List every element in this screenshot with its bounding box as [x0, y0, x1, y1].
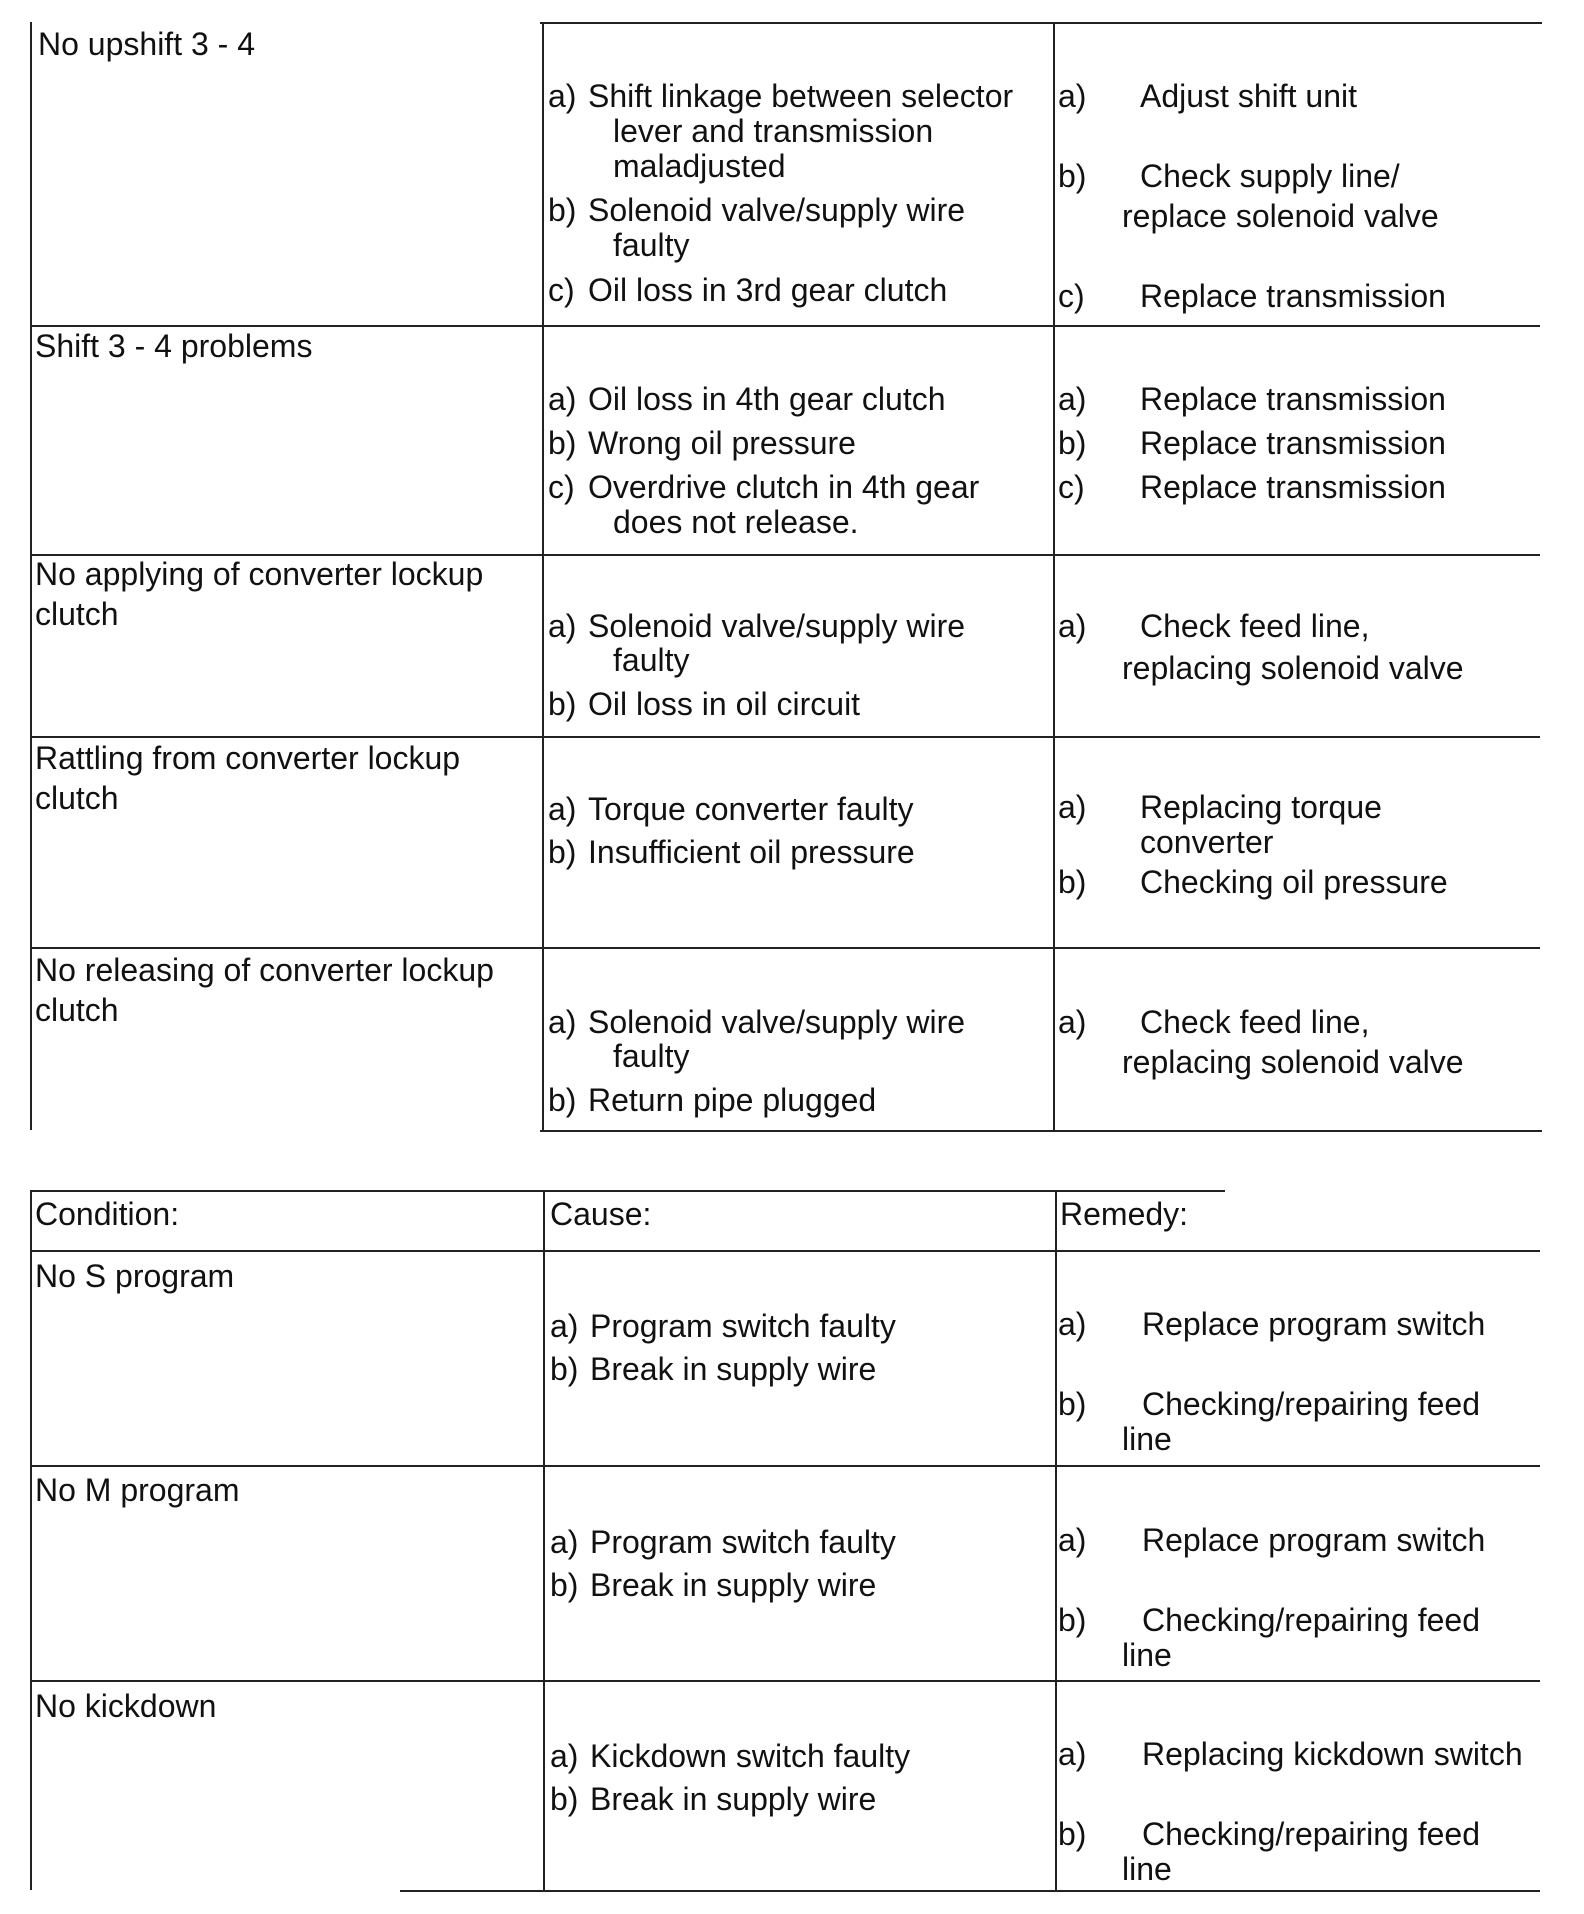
condition-text-continued: clutch — [35, 992, 119, 1028]
remedy-letter: a) — [1058, 608, 1087, 644]
cause-text: Program switch faulty — [590, 1308, 896, 1344]
remedy-text-continued: converter — [1140, 824, 1274, 860]
remedy-text: Check feed line, — [1140, 608, 1370, 644]
condition-text-continued: clutch — [35, 780, 119, 816]
column-divider — [30, 1190, 32, 1890]
column-divider — [30, 22, 32, 1130]
condition-text: No M program — [35, 1472, 240, 1508]
cause-text-continued: faulty — [613, 1038, 690, 1074]
cause-item — [548, 608, 965, 644]
cause-text: Torque converter faulty — [588, 791, 914, 827]
cause-text: Return pipe plugged — [588, 1082, 877, 1118]
condition-text: Shift 3 - 4 problems — [35, 328, 313, 364]
cause-letter: b) — [550, 1567, 579, 1603]
cause-letter: b) — [548, 192, 577, 228]
remedy-text: Adjust shift unit — [1140, 78, 1357, 114]
cause-letter: a) — [550, 1308, 579, 1344]
remedy-text: Replace transmission — [1140, 425, 1446, 461]
cause-text: Shift linkage between selector — [588, 78, 1014, 114]
remedy-letter: b) — [1058, 1816, 1087, 1852]
remedy-text: Replace program switch — [1142, 1306, 1486, 1342]
cause-item — [550, 1351, 876, 1387]
remedy-letter: a) — [1058, 789, 1087, 825]
column-divider — [1053, 22, 1055, 1130]
remedy-text-continued: line — [1122, 1637, 1172, 1673]
header-cause: Cause: — [550, 1196, 652, 1232]
remedy-letter: a) — [1058, 78, 1087, 114]
cause-item — [548, 78, 1013, 114]
cause-text: Solenoid valve/supply wire — [588, 192, 966, 228]
header-remedy: Remedy: — [1060, 1196, 1189, 1232]
cause-letter: a) — [550, 1524, 579, 1560]
column-divider — [542, 22, 544, 1130]
condition-text: No S program — [35, 1258, 235, 1294]
remedy-text: Check supply line/ — [1140, 158, 1400, 194]
cause-text: Kickdown switch faulty — [590, 1738, 911, 1774]
cause-text-continued: does not release. — [613, 504, 859, 540]
cause-item — [548, 1082, 876, 1118]
cause-text-continued: maladjusted — [613, 148, 786, 184]
row-divider — [30, 736, 1540, 738]
cause-item — [550, 1738, 910, 1774]
condition-text-continued: clutch — [35, 596, 119, 632]
remedy-text: Checking oil pressure — [1140, 864, 1448, 900]
row-divider — [540, 22, 1542, 24]
cause-letter: a) — [550, 1738, 579, 1774]
cause-letter: a) — [548, 608, 577, 644]
cause-text-continued: lever and transmission — [613, 113, 934, 149]
cause-text: Oil loss in 3rd gear clutch — [588, 272, 948, 308]
cause-letter: a) — [548, 381, 577, 417]
remedy-text: Replacing torque — [1140, 789, 1382, 825]
cause-text: Solenoid valve/supply wire — [588, 1004, 966, 1040]
remedy-text-continued: replacing solenoid valve — [1122, 1044, 1464, 1080]
cause-text-continued: faulty — [613, 642, 690, 678]
header-condition: Condition: — [35, 1196, 180, 1232]
cause-text: Oil loss in oil circuit — [588, 686, 861, 722]
cause-item — [548, 469, 979, 505]
row-divider — [400, 1890, 1540, 1892]
condition-text: Rattling from converter lockup — [35, 740, 461, 776]
remedy-text: Checking/repairing feed — [1142, 1816, 1480, 1852]
row-divider — [30, 1190, 1225, 1192]
cause-item — [550, 1567, 876, 1603]
cause-text: Insufficient oil pressure — [588, 834, 915, 870]
cause-text: Program switch faulty — [590, 1524, 896, 1560]
remedy-text-continued: line — [1122, 1851, 1172, 1887]
cause-letter: b) — [550, 1351, 579, 1387]
cause-text: Wrong oil pressure — [588, 425, 856, 461]
cause-text: Break in supply wire — [590, 1567, 877, 1603]
cause-item — [548, 192, 965, 228]
cause-letter: a) — [548, 1004, 577, 1040]
cause-letter: c) — [548, 272, 575, 308]
remedy-text: Check feed line, — [1140, 1004, 1370, 1040]
remedy-text: Checking/repairing feed — [1142, 1602, 1480, 1638]
cause-text-continued: faulty — [613, 227, 690, 263]
condition-text: No kickdown — [35, 1688, 217, 1724]
cause-letter: a) — [548, 78, 577, 114]
condition-text: No releasing of converter lockup — [35, 952, 494, 988]
cause-letter: c) — [548, 469, 575, 505]
cause-letter: a) — [548, 791, 577, 827]
cause-text: Break in supply wire — [590, 1781, 877, 1817]
cause-item — [550, 1524, 896, 1560]
remedy-text: Checking/repairing feed — [1142, 1386, 1480, 1422]
cause-item — [548, 272, 947, 308]
cause-text: Break in supply wire — [590, 1351, 877, 1387]
remedy-letter: b) — [1058, 158, 1087, 194]
cause-item — [550, 1308, 896, 1344]
row-divider — [30, 1680, 1540, 1682]
cause-text: Solenoid valve/supply wire — [588, 608, 966, 644]
remedy-letter: b) — [1058, 1602, 1087, 1638]
row-divider — [30, 325, 1540, 327]
cause-item — [548, 1004, 965, 1040]
remedy-text: Replace transmission — [1140, 278, 1446, 314]
condition-text: No upshift 3 - 4 — [38, 26, 255, 62]
remedy-text: Replacing kickdown switch — [1142, 1736, 1523, 1772]
cause-item — [548, 834, 915, 870]
cause-text: Overdrive clutch in 4th gear — [588, 469, 980, 505]
remedy-text-continued: replacing solenoid valve — [1122, 650, 1464, 686]
remedy-letter: b) — [1058, 425, 1087, 461]
cause-item — [548, 381, 946, 417]
row-divider — [30, 947, 1540, 949]
remedy-text: Replace transmission — [1140, 469, 1446, 505]
cause-item — [550, 1781, 876, 1817]
row-divider — [30, 1250, 1540, 1252]
remedy-letter: a) — [1058, 381, 1087, 417]
cause-text: Oil loss in 4th gear clutch — [588, 381, 946, 417]
cause-item — [548, 425, 856, 461]
row-divider — [30, 1465, 1540, 1467]
cause-item — [548, 791, 914, 827]
cause-letter: b) — [548, 425, 577, 461]
remedy-letter: c) — [1058, 278, 1085, 314]
remedy-text-continued: line — [1122, 1421, 1172, 1457]
remedy-letter: a) — [1058, 1004, 1087, 1040]
remedy-letter: b) — [1058, 1386, 1087, 1422]
cause-letter: b) — [548, 834, 577, 870]
remedy-text: Replace transmission — [1140, 381, 1446, 417]
cause-letter: b) — [548, 1082, 577, 1118]
cause-item — [548, 686, 860, 722]
row-divider — [540, 1130, 1542, 1132]
condition-text: No applying of converter lockup — [35, 556, 484, 592]
remedy-letter: c) — [1058, 469, 1085, 505]
cause-letter: b) — [550, 1781, 579, 1817]
remedy-letter: a) — [1058, 1306, 1087, 1342]
remedy-text-continued: replace solenoid valve — [1122, 198, 1439, 234]
remedy-letter: b) — [1058, 864, 1087, 900]
remedy-text: Replace program switch — [1142, 1522, 1486, 1558]
column-divider — [543, 1190, 545, 1890]
remedy-letter: a) — [1058, 1736, 1087, 1772]
remedy-letter: a) — [1058, 1522, 1087, 1558]
cause-letter: b) — [548, 686, 577, 722]
column-divider — [1055, 1190, 1057, 1890]
